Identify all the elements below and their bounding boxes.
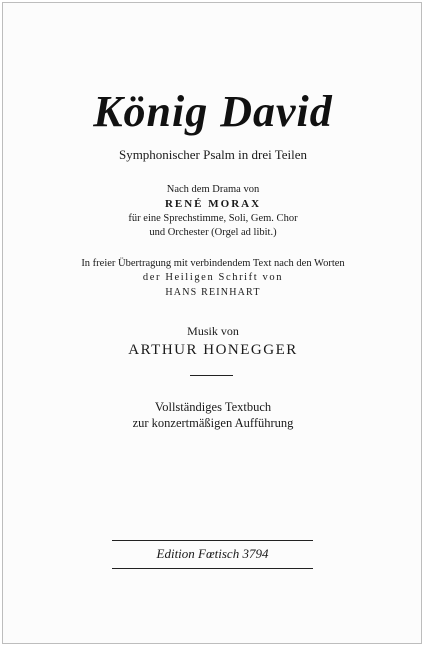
composer-name: ARTHUR HONEGGER xyxy=(128,342,298,358)
scoring-line-2: und Orchester (Orgel ad libit.) xyxy=(149,227,277,238)
translation-line-1: In freier Übertragung mit verbindendem Text nach den Worten xyxy=(81,258,345,269)
description-line-2: zur konzertmäßigen Aufführung xyxy=(132,416,294,430)
scoring-line-1: für eine Sprechstimme, Soli, Gem. Chor xyxy=(128,213,298,224)
edition-box xyxy=(112,540,313,569)
divider-rule xyxy=(190,375,233,376)
drama-author: RENÉ MORAX xyxy=(164,198,262,210)
translator-name: HANS REINHART xyxy=(165,287,261,298)
edition-label: Edition Fœtisch 3794 xyxy=(156,546,269,561)
work-subtitle: Symphonischer Psalm in drei Teilen xyxy=(118,147,308,162)
drama-credit-label: Nach dem Drama von xyxy=(166,184,260,195)
music-label: Musik von xyxy=(187,324,239,338)
description-line-1: Vollständiges Textbuch xyxy=(154,400,272,414)
work-title: König David xyxy=(93,87,333,136)
translation-line-2: der Heiligen Schrift von xyxy=(142,272,284,283)
